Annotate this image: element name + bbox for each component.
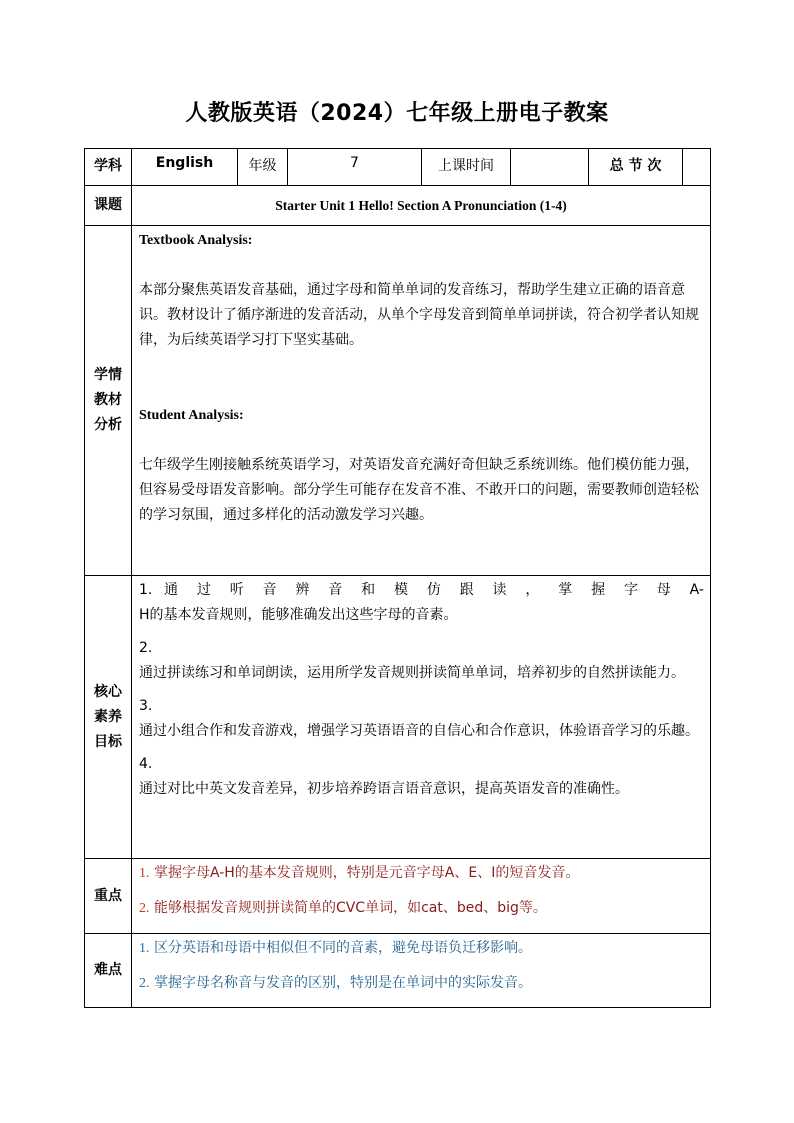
- core-item-1-line-2: H的基本发音规则，能够准确发出这些字母的音素。: [139, 607, 458, 623]
- difficulty-2-number: 2.: [139, 976, 150, 991]
- difficulty-1-text: 区分英语和母语中相似但不同的音素，避免母语负迁移影响。: [153, 940, 532, 956]
- difficulty-1-number: 1.: [139, 941, 150, 956]
- core-label: [85, 576, 132, 859]
- difficulty-2-text: 掌握字母名称音与发音的区别，特别是在单词中的实际发音。: [153, 975, 532, 991]
- key-points-row: [85, 859, 711, 934]
- key-point-2-number: 2.: [139, 901, 150, 916]
- core-label-line: 目标: [94, 733, 122, 750]
- topic-label: 课题: [85, 186, 132, 226]
- time-value: [511, 149, 589, 186]
- subject-label: 学科: [85, 149, 132, 186]
- total-label: 总 节 次: [589, 149, 683, 186]
- core-item-4-text: 通过对比中英文发音差异，初步培养跨语言语音意识，提高英语发音的准确性。: [139, 781, 629, 797]
- topic-value: Starter Unit 1 Hello! Section A Pronunciation (1-4): [132, 186, 711, 226]
- core-item-2-number: 2.: [139, 640, 153, 656]
- core-item-3-text: 通过小组合作和发音游戏，增强学习英语语音的自信心和合作意识，体验语音学习的乐趣。: [139, 723, 699, 739]
- analysis-row: [85, 226, 711, 576]
- key-point-2-text: 能够根据发音规则拼读简单的CVC单词，如cat、bed、big等。: [153, 900, 547, 916]
- time-label: 上课时间: [422, 149, 511, 186]
- difficulty-2: [139, 971, 704, 996]
- student-analysis-text: 七年级学生刚接触系统英语学习，对英语发音充满好奇但缺乏系统训练。他们模仿能力强，但容易受母语发音影响。部分学生可能存在发音不准、不敢开口的问题，需要教师创造轻松的学习氛围，通过多样化的活动激发学习兴趣。: [139, 457, 699, 523]
- document-title: 人教版英语（2024）七年级上册电子教案: [185, 101, 609, 126]
- header-row: [85, 149, 711, 186]
- total-value: [683, 149, 711, 186]
- difficulties-label: 难点: [85, 934, 132, 1008]
- key-point-1: [139, 861, 704, 886]
- textbook-analysis-heading: Textbook Analysis:: [139, 233, 253, 248]
- difficulties-row: [85, 934, 711, 1008]
- lesson-plan-table: [84, 148, 711, 1008]
- textbook-analysis-text: 本部分聚焦英语发音基础，通过字母和简单单词的发音练习，帮助学生建立正确的语音意识。教材设计了循序渐进的发音活动，从单个字母发音到简单单词拼读，符合初学者认知规律，为后续英语学习打下坚实基础。: [139, 282, 699, 348]
- core-content: [132, 576, 711, 859]
- core-item-1-line-1: 1. 通 过 听 音 辨 音 和 模 仿 跟 读 ， 掌 握 字 母 A-: [139, 582, 704, 598]
- key-point-1-text: 掌握字母A-H的基本发音规则，特别是元音字母A、E、I的短音发音。: [153, 865, 580, 881]
- key-point-1-number: 1.: [139, 866, 150, 881]
- key-points-content: [132, 859, 711, 934]
- difficulty-1: [139, 936, 704, 961]
- grade-label: 年级: [238, 149, 288, 186]
- analysis-label-line: 学情: [94, 367, 122, 383]
- student-analysis-heading: Student Analysis:: [139, 408, 244, 423]
- analysis-content: [132, 226, 711, 576]
- core-item-2-text: 通过拼读练习和单词朗读，运用所学发音规则拼读简单单词，培养初步的自然拼读能力。: [139, 665, 685, 681]
- core-item-3-number: 3.: [139, 698, 153, 714]
- analysis-label-line: 分析: [94, 417, 122, 433]
- difficulties-content: [132, 934, 711, 1008]
- topic-row: [85, 186, 711, 226]
- key-point-2: [139, 896, 704, 921]
- analysis-label-line: 教材: [94, 392, 122, 408]
- core-label-line: 核心: [94, 683, 122, 700]
- core-label-line: 素养: [94, 708, 122, 725]
- core-row: [85, 576, 711, 859]
- subject-value: English: [132, 149, 238, 186]
- key-points-label: 重点: [85, 859, 132, 934]
- core-item-4-number: 4.: [139, 756, 153, 772]
- grade-value: 7: [288, 149, 422, 186]
- analysis-label: [85, 226, 132, 576]
